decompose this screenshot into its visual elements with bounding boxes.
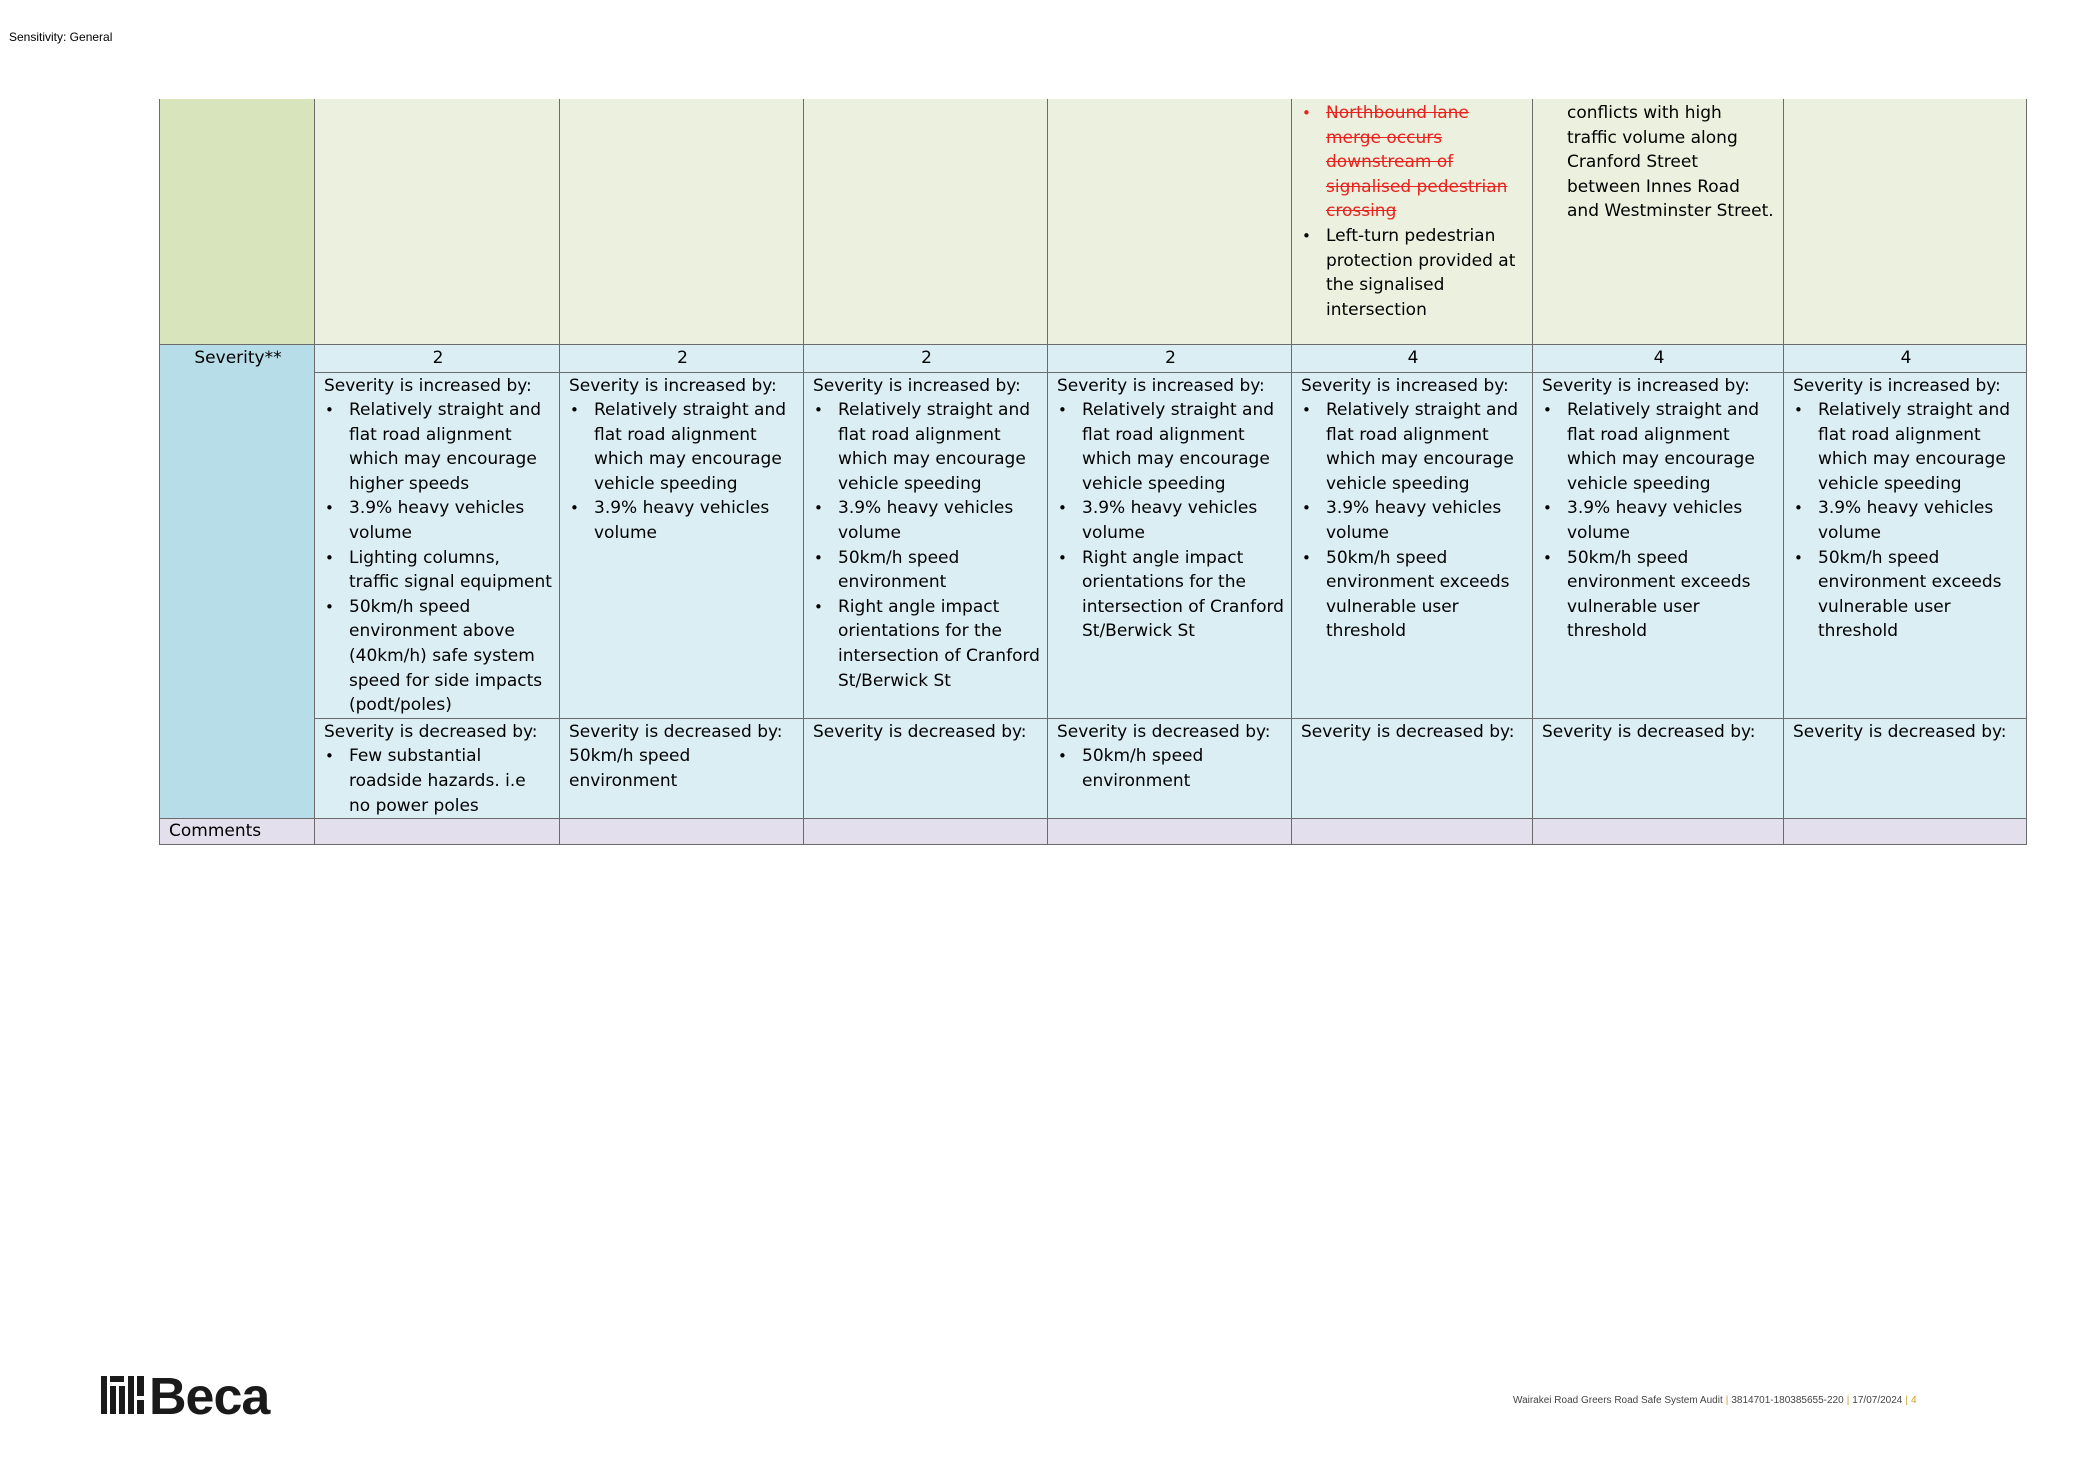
comments-cell xyxy=(1292,819,1533,845)
severity-increased-cell xyxy=(1292,372,1533,718)
comments-cell xyxy=(1533,819,1784,845)
doc-ref: 3814701-180385655-220 xyxy=(1731,1395,1844,1406)
severity-decreased-cell xyxy=(1784,718,2027,818)
list-item: • Few substantial roadside hazards. i.e no power poles xyxy=(349,744,552,818)
list-item: • 3.9% heavy vehicles volume xyxy=(594,496,796,545)
increased-heading: Severity is increased by: xyxy=(813,375,1021,396)
severity-decreased-row xyxy=(160,718,2027,818)
decreased-heading: Severity is decreased by: xyxy=(813,721,1027,742)
page-number: 4 xyxy=(1910,1395,1917,1406)
list-item: • 3.9% heavy vehicles volume xyxy=(1567,496,1776,545)
severity-score: 2 xyxy=(804,344,1048,372)
severity-score-row xyxy=(160,344,2027,372)
list-item: • Left-turn pedestrian protection provided at the signalised intersection xyxy=(1326,224,1525,322)
list-item: • Relatively straight and flat road alignment which may encourage vehicle speeding xyxy=(1567,398,1776,496)
list-item: • Right angle impact orientations for the intersection of Cranford St/Berwick St xyxy=(1082,546,1284,644)
severity-increased-cell xyxy=(315,372,560,718)
likelihood-row xyxy=(160,99,2027,344)
severity-score: 2 xyxy=(560,344,804,372)
severity-label: Severity** xyxy=(160,344,315,819)
likelihood-cell-4 xyxy=(1048,99,1292,344)
severity-decreased-cell xyxy=(1533,718,1784,818)
doc-title: Wairakei Road Greers Road Safe System Audit xyxy=(1513,1395,1723,1406)
likelihood-label-cell xyxy=(160,99,315,344)
list-item: • Relatively straight and flat road alignment which may encourage vehicle speeding xyxy=(838,398,1040,496)
list-item: • 50km/h speed environment xyxy=(838,546,1040,595)
comments-cell xyxy=(315,819,560,845)
list-item: • Relatively straight and flat road alignment which may encourage vehicle speeding xyxy=(594,398,796,496)
severity-increased-cell xyxy=(804,372,1048,718)
list-item: • 3.9% heavy vehicles volume xyxy=(838,496,1040,545)
likelihood-cell-3 xyxy=(804,99,1048,344)
list-item: • 3.9% heavy vehicles volume xyxy=(1326,496,1525,545)
comments-cell xyxy=(1784,819,2027,845)
list-item: • 50km/h speed environment exceeds vulnerable user threshold xyxy=(1567,546,1776,644)
decreased-heading: Severity is decreased by: xyxy=(1057,721,1271,742)
beca-logo-icon xyxy=(101,1370,316,1420)
list-item: • Lighting columns, traffic signal equipment xyxy=(349,546,552,595)
doc-date: 17/07/2024 xyxy=(1852,1395,1903,1406)
severity-score: 4 xyxy=(1292,344,1533,372)
increased-heading: Severity is increased by: xyxy=(1542,375,1750,396)
comments-row xyxy=(160,819,2027,845)
list-item: • Relatively straight and flat road alignment which may encourage vehicle speeding xyxy=(1082,398,1284,496)
comments-cell xyxy=(804,819,1048,845)
list-item: • 3.9% heavy vehicles volume xyxy=(1082,496,1284,545)
severity-decreased-cell xyxy=(1292,718,1533,818)
list-item: • Relatively straight and flat road alignment which may encourage vehicle speeding xyxy=(1818,398,2019,496)
footer-doc-info: Wairakei Road Greers Road Safe System Audit | 3814701-180385655-220 | 17/07/2024 | 4 xyxy=(1513,1395,1917,1406)
severity-increased-cell xyxy=(1784,372,2027,718)
likelihood-cell-5 xyxy=(1292,99,1533,344)
increased-heading: Severity is increased by: xyxy=(1793,375,2001,396)
increased-heading: Severity is increased by: xyxy=(324,375,532,396)
deleted-bullet: • Northbound lane merge occurs downstream of signalised pedestrian crossing xyxy=(1326,101,1525,224)
decreased-heading: Severity is decreased by: xyxy=(324,721,538,742)
severity-score: 4 xyxy=(1533,344,1784,372)
increased-heading: Severity is increased by: xyxy=(1301,375,1509,396)
list-item: • 50km/h speed environment above (40km/h) safe system speed for side impacts (podt/poles) xyxy=(349,595,552,718)
likelihood-cell-1 xyxy=(315,99,560,344)
decreased-heading: Severity is decreased by: xyxy=(569,721,783,742)
decreased-heading: Severity is decreased by: xyxy=(1542,721,1756,742)
severity-increased-cell xyxy=(1533,372,1784,718)
likelihood-cell-7 xyxy=(1784,99,2027,344)
decreased-heading: Severity is decreased by: xyxy=(1301,721,1515,742)
beca-logo xyxy=(101,1370,316,1425)
list-item: • Relatively straight and flat road alignment which may encourage higher speeds xyxy=(349,398,552,496)
list-item: • 50km/h speed environment exceeds vulnerable user threshold xyxy=(1326,546,1525,644)
severity-score: 2 xyxy=(315,344,560,372)
list-item: • Relatively straight and flat road alignment which may encourage vehicle speeding xyxy=(1326,398,1525,496)
increased-heading: Severity is increased by: xyxy=(1057,375,1265,396)
likelihood-cell-2 xyxy=(560,99,804,344)
decreased-heading: Severity is decreased by: xyxy=(1793,721,2007,742)
comments-label: Comments xyxy=(160,819,315,845)
severity-score: 4 xyxy=(1784,344,2027,372)
comments-cell xyxy=(1048,819,1292,845)
likelihood-text: conflicts with high traffic volume along Cranford Street between Innes Road and Westminster Street. xyxy=(1567,103,1774,222)
logo-wordmark: Beca xyxy=(149,1370,270,1420)
list-item: • 50km/h speed environment xyxy=(1082,744,1284,793)
list-item: • 3.9% heavy vehicles volume xyxy=(349,496,552,545)
decreased-text: 50km/h speed environment xyxy=(569,746,691,791)
sensitivity-label: Sensitivity: General xyxy=(9,30,113,44)
comments-cell xyxy=(560,819,804,845)
likelihood-cell-6 xyxy=(1533,99,1784,344)
severity-increased-cell xyxy=(1048,372,1292,718)
severity-score: 2 xyxy=(1048,344,1292,372)
severity-decreased-cell xyxy=(804,718,1048,818)
increased-heading: Severity is increased by: xyxy=(569,375,777,396)
severity-decreased-cell xyxy=(560,718,804,818)
list-item: • 50km/h speed environment exceeds vulnerable user threshold xyxy=(1818,546,2019,644)
list-item: • 3.9% heavy vehicles volume xyxy=(1818,496,2019,545)
list-item: • Right angle impact orientations for the intersection of Cranford St/Berwick St xyxy=(838,595,1040,693)
severity-decreased-cell xyxy=(315,718,560,818)
severity-increased-row xyxy=(160,372,2027,718)
severity-decreased-cell xyxy=(1048,718,1292,818)
severity-increased-cell xyxy=(560,372,804,718)
risk-assessment-table xyxy=(159,99,2027,845)
